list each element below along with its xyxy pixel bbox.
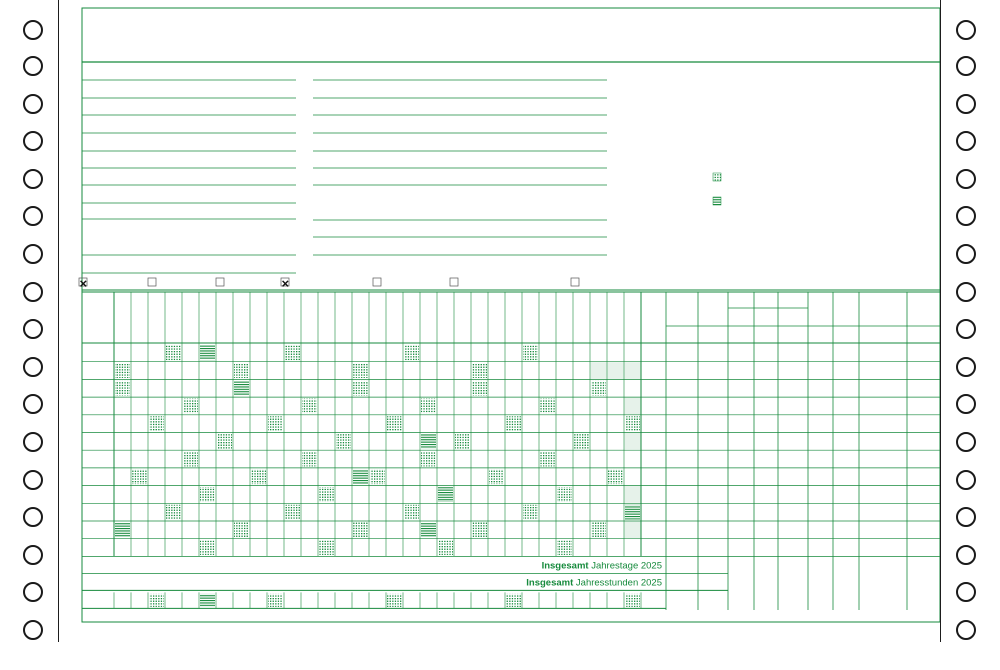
unused-day-cell bbox=[608, 362, 624, 379]
saturday-cell bbox=[506, 416, 521, 431]
saturday-cell bbox=[455, 434, 470, 449]
saturday-cell bbox=[183, 399, 198, 414]
saturday-cell bbox=[319, 487, 334, 502]
saturday-cell bbox=[319, 540, 334, 555]
saturday-cell bbox=[608, 469, 623, 484]
perforation-hole bbox=[23, 206, 43, 226]
saturday-cell bbox=[353, 363, 368, 378]
saturday-cell bbox=[625, 594, 640, 607]
checkbox-square bbox=[148, 278, 156, 286]
form-border bbox=[79, 8, 940, 622]
saturday-cell bbox=[472, 363, 487, 378]
saturday-cell bbox=[557, 487, 572, 502]
totals-label: Insgesamt Jahresstunden 2025 bbox=[526, 577, 662, 589]
regional-holiday-cell bbox=[200, 346, 215, 361]
perforation-hole bbox=[23, 394, 43, 414]
regional-holiday-cell bbox=[421, 523, 436, 538]
perforation-hole bbox=[956, 470, 976, 490]
saturday-cell bbox=[523, 505, 538, 520]
saturday-cell bbox=[404, 346, 419, 361]
perforation-hole bbox=[956, 131, 976, 151]
unused-day-cell bbox=[625, 486, 641, 503]
regional-holiday-cell bbox=[234, 381, 249, 396]
perforation-hole bbox=[23, 545, 43, 565]
perforation-hole bbox=[956, 169, 976, 189]
unused-day-cell bbox=[625, 433, 641, 450]
regional-holiday-cell bbox=[625, 505, 640, 520]
saturday-cell bbox=[591, 381, 606, 396]
saturday-cell bbox=[489, 469, 504, 484]
saturday-cell bbox=[234, 363, 249, 378]
perforation-hole bbox=[23, 620, 43, 640]
totals-label: Insgesamt Jahrestage 2025 bbox=[541, 560, 662, 572]
saturday-cell bbox=[268, 416, 283, 431]
saturday-cell bbox=[200, 540, 215, 555]
perforation-hole bbox=[956, 357, 976, 377]
saturday-swatch bbox=[713, 173, 721, 181]
checkbox-mark: × bbox=[79, 276, 88, 291]
perforation-hole bbox=[23, 169, 43, 189]
perforation-hole bbox=[23, 582, 43, 602]
saturday-cell bbox=[540, 399, 555, 414]
saturday-cell bbox=[200, 487, 215, 502]
saturday-cell bbox=[336, 434, 351, 449]
regional-holiday-cell bbox=[353, 469, 368, 484]
saturday-cell bbox=[149, 594, 164, 607]
perforation-hole bbox=[23, 319, 43, 339]
perforation-hole bbox=[23, 357, 43, 377]
saturday-cell bbox=[523, 346, 538, 361]
perforation-hole bbox=[956, 319, 976, 339]
saturday-cell bbox=[285, 346, 300, 361]
unused-day-cell bbox=[591, 362, 607, 379]
saturday-cell bbox=[506, 594, 521, 607]
saturday-cell bbox=[387, 416, 402, 431]
regional-holiday-cell bbox=[438, 487, 453, 502]
regional-holiday-cell bbox=[115, 523, 130, 538]
checkbox-square bbox=[571, 278, 579, 286]
perforation-hole bbox=[956, 282, 976, 302]
saturday-cell bbox=[132, 469, 147, 484]
saturday-cell bbox=[540, 452, 555, 467]
perforation-hole bbox=[956, 206, 976, 226]
perforation-hole bbox=[956, 94, 976, 114]
perforation-hole bbox=[23, 56, 43, 76]
saturday-cell bbox=[421, 399, 436, 414]
perforation-hole bbox=[956, 244, 976, 264]
checkbox-square bbox=[216, 278, 224, 286]
checkbox-square bbox=[373, 278, 381, 286]
regional-holiday-cell bbox=[421, 434, 436, 449]
perforation-hole bbox=[956, 582, 976, 602]
employee-card-form bbox=[62, 0, 940, 642]
saturday-cell bbox=[404, 505, 419, 520]
saturday-cell bbox=[234, 523, 249, 538]
perforation-hole bbox=[956, 20, 976, 40]
perforation-hole bbox=[956, 394, 976, 414]
saturday-cell bbox=[302, 452, 317, 467]
saturday-cell bbox=[353, 523, 368, 538]
saturday-cell bbox=[472, 381, 487, 396]
perforation-hole bbox=[956, 620, 976, 640]
unused-day-cell bbox=[625, 522, 641, 539]
regional-holiday-swatch bbox=[713, 197, 721, 205]
perforation-hole bbox=[956, 56, 976, 76]
perforation-hole bbox=[23, 20, 43, 40]
saturday-cell bbox=[268, 594, 283, 607]
perforation-hole bbox=[23, 507, 43, 527]
saturday-cell bbox=[353, 381, 368, 396]
saturday-cell bbox=[149, 416, 164, 431]
saturday-cell bbox=[421, 452, 436, 467]
perforation-hole bbox=[23, 131, 43, 151]
saturday-cell bbox=[115, 363, 130, 378]
saturday-cell bbox=[557, 540, 572, 555]
saturday-cell bbox=[574, 434, 589, 449]
perforation-hole bbox=[23, 432, 43, 452]
perforation-hole bbox=[956, 507, 976, 527]
perforation-hole bbox=[23, 94, 43, 114]
perforation-hole bbox=[23, 470, 43, 490]
saturday-cell bbox=[625, 416, 640, 431]
saturday-cell bbox=[251, 469, 266, 484]
saturday-cell bbox=[166, 505, 181, 520]
checkbox-mark: × bbox=[281, 276, 290, 291]
checkbox-square bbox=[450, 278, 458, 286]
perforation-hole bbox=[23, 244, 43, 264]
saturday-cell bbox=[387, 594, 402, 607]
saturday-cell bbox=[438, 540, 453, 555]
unused-day-cell bbox=[625, 398, 641, 415]
saturday-cell bbox=[472, 523, 487, 538]
saturday-cell bbox=[591, 523, 606, 538]
perforation-hole bbox=[23, 282, 43, 302]
perforation-hole bbox=[956, 545, 976, 565]
saturday-cell bbox=[217, 434, 232, 449]
saturday-cell bbox=[115, 381, 130, 396]
unused-day-cell bbox=[625, 362, 641, 379]
saturday-cell bbox=[166, 346, 181, 361]
saturday-cell bbox=[183, 452, 198, 467]
saturday-cell bbox=[302, 399, 317, 414]
saturday-cell bbox=[285, 505, 300, 520]
saturday-cell bbox=[370, 469, 385, 484]
perforation-hole bbox=[956, 432, 976, 452]
regional-holiday-cell bbox=[200, 594, 215, 607]
